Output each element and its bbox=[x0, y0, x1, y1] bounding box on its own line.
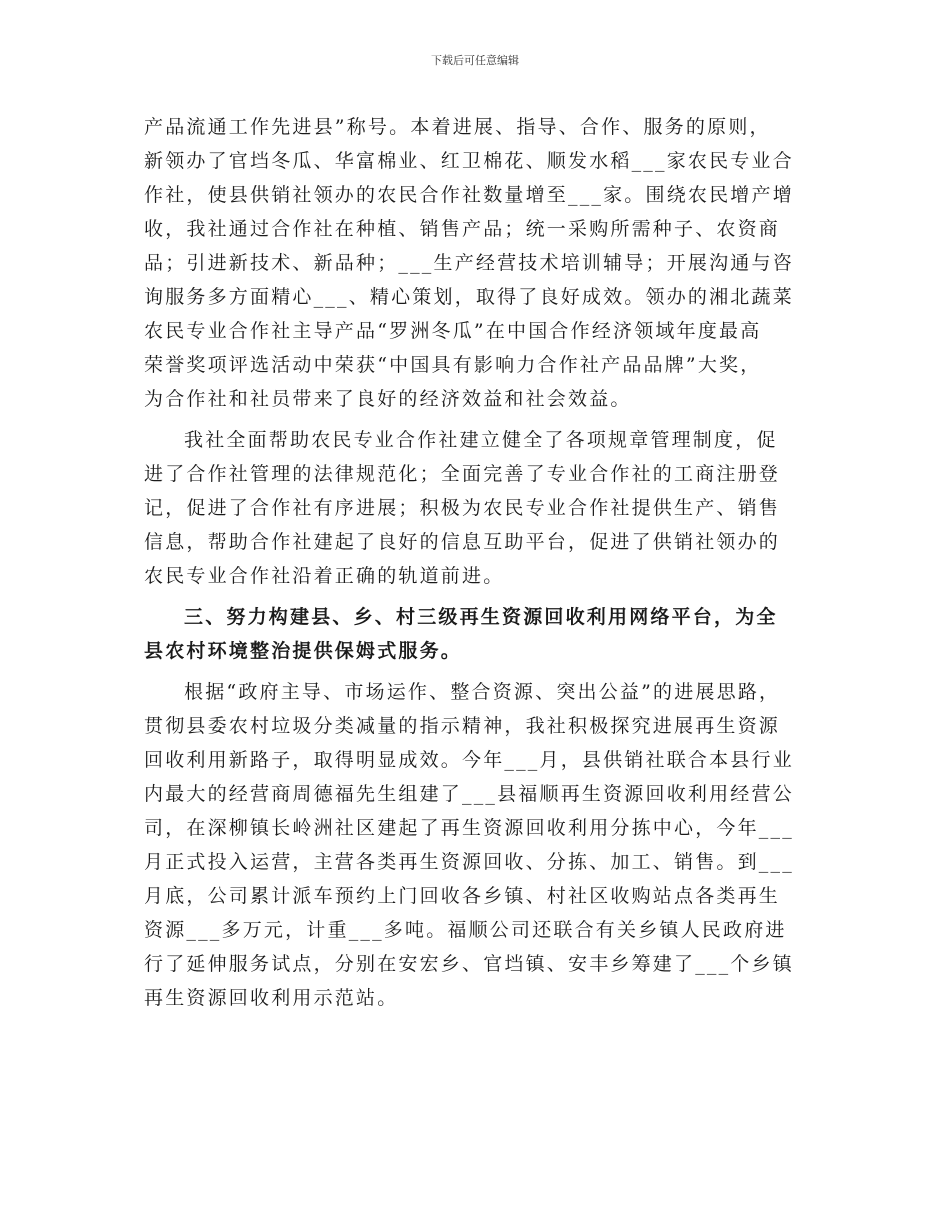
text-line: 月底，公司累计派车预约上门回收各乡镇、村社区收购站点各类再生 bbox=[144, 885, 781, 907]
text-line: 资源___多万元，计重___多吨。福顺公司还联合有关乡镇人民政府进 bbox=[144, 919, 787, 941]
paragraph bbox=[144, 423, 810, 593]
text-line: 荣誉奖项评选活动中荣获“中国具有影响力合作社产品品牌”大奖， bbox=[144, 354, 762, 376]
text-line: 作社，使县供销社领办的农民合作社数量增至___家。围绕农民增产增 bbox=[144, 184, 794, 206]
paragraph bbox=[144, 110, 810, 416]
text-line: 询服务多方面精心___、精心策划，取得了良好成效。领办的湘北蔬菜 bbox=[144, 286, 794, 308]
text-line: 农民专业合作社沿着正确的轨道前进。 bbox=[144, 565, 505, 587]
text-line: 县农村环境整治提供保姆式服务。 bbox=[144, 640, 463, 662]
text-line: 三、努力构建县、乡、村三级再生资源回收利用网络平台，为全 bbox=[184, 606, 778, 628]
text-line: 再生资源回收利用示范站。 bbox=[144, 987, 399, 1009]
paragraph-gap bbox=[144, 668, 810, 675]
text-line: 品；引进新技术、新品种；___生产经营技术培训辅导；开展沟通与咨 bbox=[144, 252, 794, 274]
text-line: 月正式投入运营，主营各类再生资源回收、分拣、加工、销售。到___ bbox=[144, 851, 794, 873]
text-line: 行了延伸服务试点，分别在安宏乡、官垱镇、安丰乡筹建了___个乡镇 bbox=[144, 953, 794, 975]
text-line: 进了合作社管理的法律规范化；全面完善了专业合作社的工商注册登 bbox=[144, 463, 781, 485]
text-line: 贯彻县委农村垃圾分类减量的指示精神，我社积极探究进展再生资源 bbox=[144, 715, 781, 737]
text-line: 农民专业合作社主导产品“罗洲冬瓜”在中国合作经济领域年度最高 bbox=[144, 320, 762, 342]
paragraph bbox=[144, 675, 810, 1015]
paragraph-gap bbox=[144, 416, 810, 423]
text-line: 回收利用新路子，取得明显成效。今年___月，县供销社联合本县行业 bbox=[144, 749, 794, 771]
text-line: 产品流通工作先进县”称号。本着进展、指导、合作、服务的原则， bbox=[144, 116, 771, 138]
text-line: 新领办了官垱冬瓜、华富棉业、红卫棉花、顺发水稻___家农民专业合 bbox=[144, 150, 794, 172]
text-line: 收，我社通过合作社在种植、销售产品；统一采购所需种子、农资商 bbox=[144, 218, 781, 240]
text-line: 为合作社和社员带来了良好的经济效益和社会效益。 bbox=[144, 388, 632, 410]
text-line: 根据“政府主导、市场运作、整合资源、突出公益”的进展思路， bbox=[184, 681, 781, 703]
paragraph-gap bbox=[144, 593, 810, 600]
document-body bbox=[144, 110, 810, 1015]
text-line: 我社全面帮助农民专业合作社建立健全了各项规章管理制度，促 bbox=[184, 429, 778, 451]
section-heading bbox=[144, 600, 810, 668]
text-line: 信息，帮助合作社建起了良好的信息互助平台，促进了供销社领办的 bbox=[144, 531, 781, 553]
text-line: 内最大的经营商周德福先生组建了___县福顺再生资源回收利用经营公 bbox=[144, 783, 794, 805]
text-line: 司，在深柳镇长岭洲社区建起了再生资源回收利用分拣中心，今年___ bbox=[144, 817, 794, 839]
text-line: 记，促进了合作社有序进展；积极为农民专业合作社提供生产、销售 bbox=[144, 497, 781, 519]
page-header: 下载后可任意编辑 bbox=[431, 54, 519, 67]
